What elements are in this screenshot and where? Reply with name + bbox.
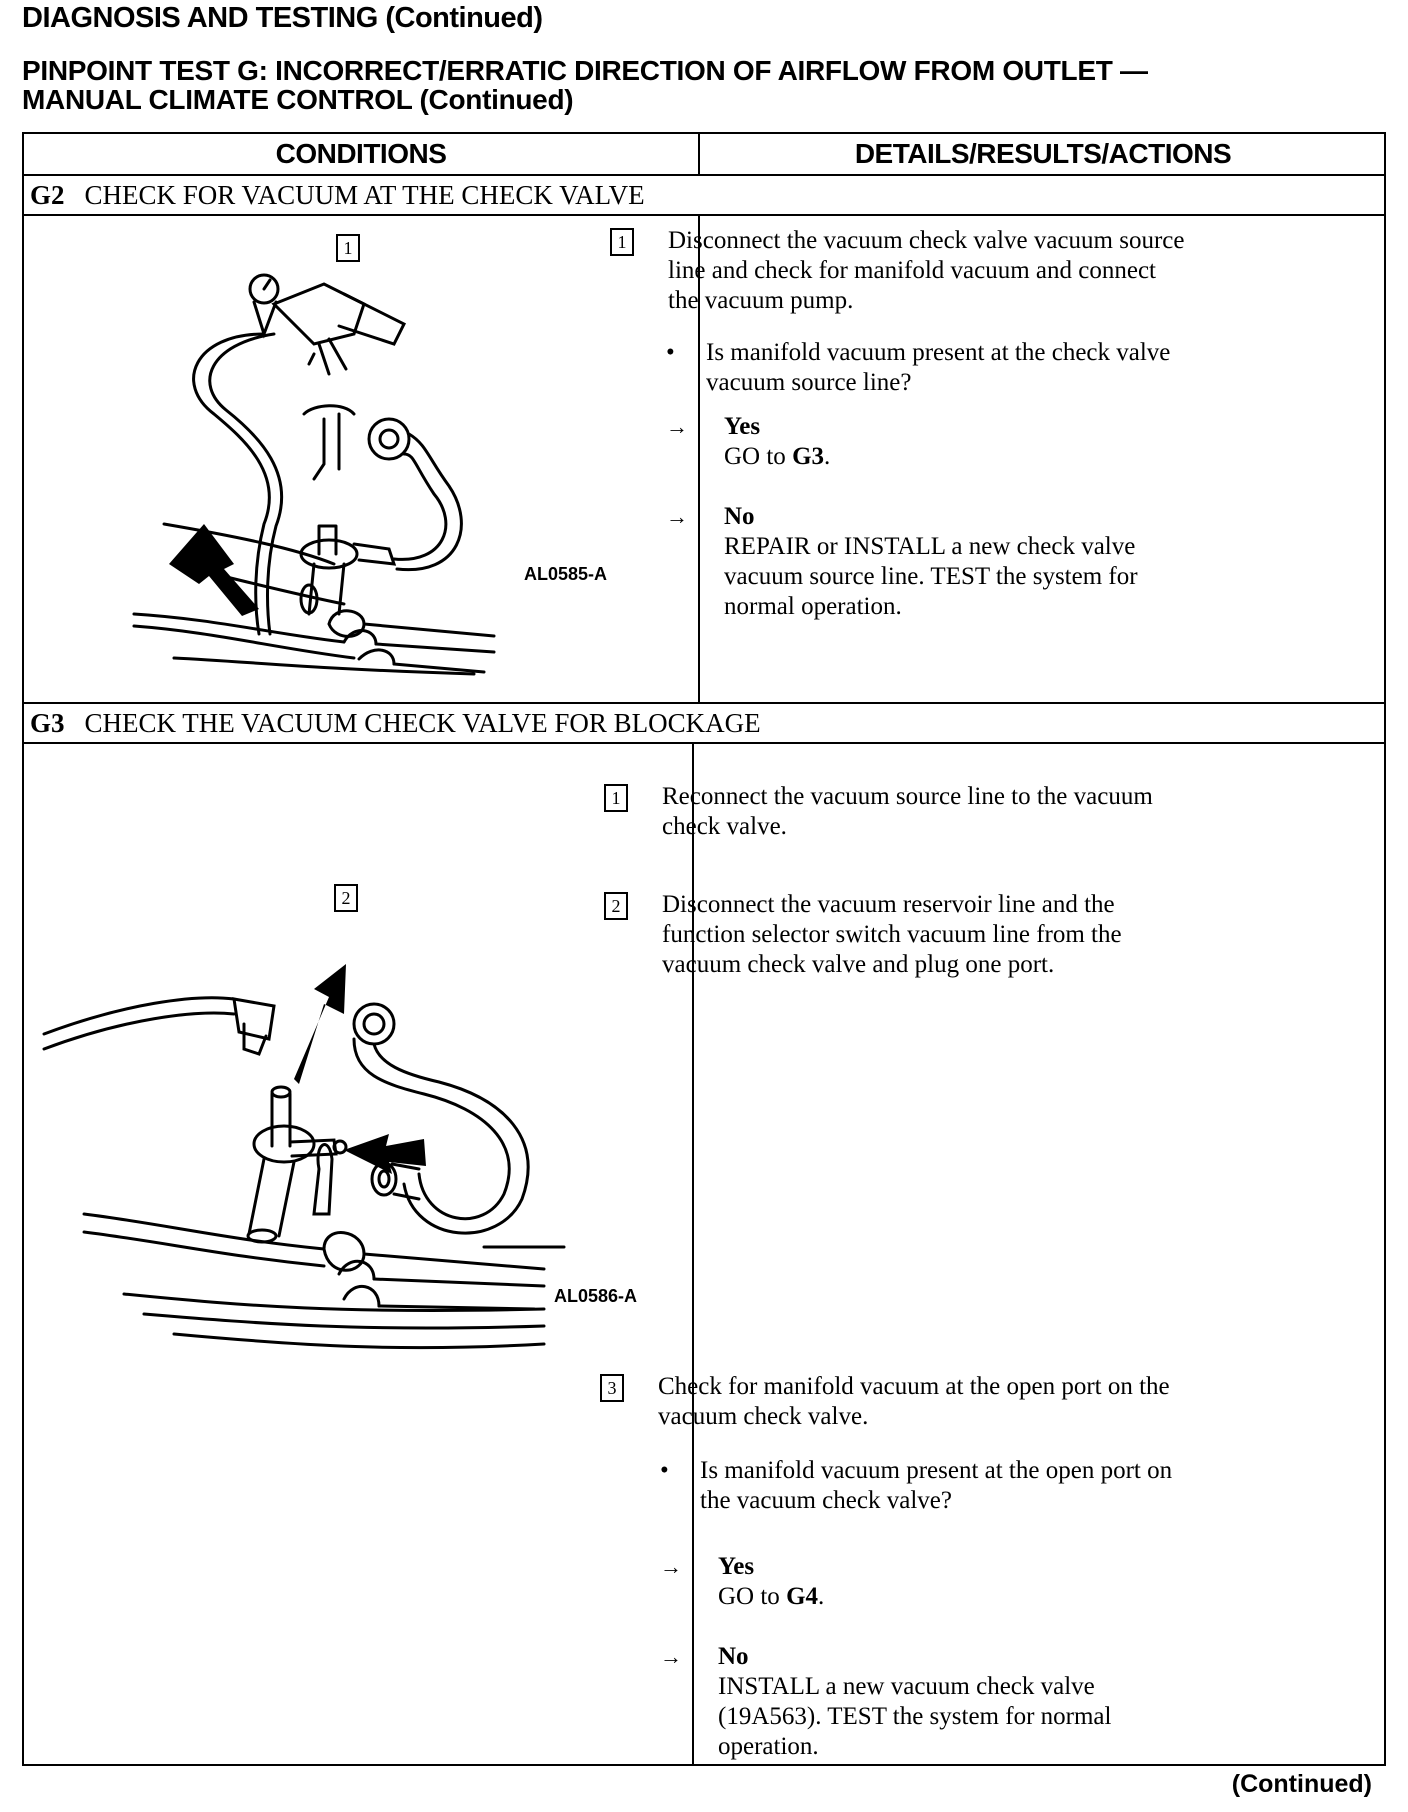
- result-label: No: [718, 1643, 749, 1670]
- result-no: [666, 502, 1366, 622]
- result-yes: [660, 1552, 1360, 1612]
- column-divider: [698, 134, 700, 174]
- result-yes: [666, 412, 1366, 472]
- step-number-box: 1: [610, 228, 634, 256]
- bullet-icon: •: [660, 1457, 669, 1484]
- result-action-line: operation.: [718, 1733, 819, 1760]
- step-title: CHECK THE VACUUM CHECK VALVE FOR BLOCKAGE: [84, 708, 761, 738]
- step-heading-g2: [30, 175, 645, 215]
- figure-callout-1: 1: [336, 234, 360, 262]
- step-heading-g3: [30, 703, 761, 743]
- question-line: Is manifold vacuum present at the open port on: [700, 1457, 1173, 1484]
- question-line: Is manifold vacuum present at the check valve: [706, 339, 1171, 366]
- figure-code: AL0586-A: [554, 1286, 638, 1306]
- arrow-right-icon: →: [666, 504, 688, 529]
- diagnosis-table: [22, 132, 1386, 1766]
- result-label: Yes: [718, 1553, 755, 1580]
- instruction-line: Check for manifold vacuum at the open port on the: [658, 1373, 1170, 1400]
- instruction-line: Reconnect the vacuum source line to the vacuum: [662, 783, 1153, 810]
- result-action-line: (19A563). TEST the system for normal: [718, 1703, 1112, 1730]
- continued-note: (Continued): [1231, 1770, 1372, 1798]
- result-action: GO to G4.: [718, 1583, 825, 1610]
- instruction-step-1: [604, 782, 1364, 842]
- question-line: the vacuum check valve?: [700, 1487, 952, 1514]
- arrow-right-icon: →: [666, 414, 688, 439]
- step-reference: G3: [792, 443, 825, 470]
- instruction-line: check valve.: [662, 813, 787, 840]
- step-number-box: 2: [604, 892, 628, 920]
- conditions-column-header: CONDITIONS: [275, 138, 447, 169]
- instruction-line: line and check for manifold vacuum and connect: [668, 257, 1157, 284]
- check-valve-illustration: [44, 914, 664, 1434]
- instruction-step-3: [600, 1372, 1370, 1432]
- result-label: No: [724, 503, 755, 530]
- instruction-line: Disconnect the vacuum reservoir line and the: [662, 891, 1115, 918]
- instruction-line: the vacuum pump.: [668, 287, 854, 314]
- instruction-line: vacuum check valve.: [658, 1403, 869, 1430]
- step-number: G3: [30, 708, 65, 738]
- arrow-pointer-icon: [294, 964, 346, 1084]
- bullet-icon: •: [666, 339, 675, 366]
- instruction-line: vacuum check valve and plug one port.: [662, 951, 1055, 978]
- page-title: DIAGNOSIS AND TESTING (Continued): [22, 2, 543, 34]
- figure-code: AL0585-A: [524, 564, 608, 584]
- arrow-right-icon: →: [660, 1554, 682, 1579]
- step-title: CHECK FOR VACUUM AT THE CHECK VALVE: [84, 180, 645, 210]
- test-title-line-1: PINPOINT TEST G: INCORRECT/ERRATIC DIRECTION OF AIRFLOW FROM OUTLET —: [22, 55, 1148, 86]
- result-action-line: normal operation.: [724, 593, 902, 620]
- instruction-step-2: [604, 890, 1364, 980]
- instruction-line: function selector switch vacuum line from the: [662, 921, 1122, 948]
- result-action-line: vacuum source line. TEST the system for: [724, 563, 1138, 590]
- result-action: GO to G3.: [724, 443, 831, 470]
- result-no: [660, 1642, 1360, 1762]
- question-line: vacuum source line?: [706, 369, 912, 396]
- details-column-header: DETAILS/RESULTS/ACTIONS: [854, 138, 1232, 169]
- result-action-line: INSTALL a new vacuum check valve: [718, 1673, 1095, 1700]
- figure-callout-2: 2: [334, 884, 358, 912]
- step-number-box: 1: [604, 784, 628, 812]
- question: [660, 1456, 1370, 1516]
- result-label: Yes: [724, 413, 761, 440]
- question: [666, 338, 1366, 398]
- result-action-line: REPAIR or INSTALL a new check valve: [724, 533, 1136, 560]
- test-title-line-2: MANUAL CLIMATE CONTROL (Continued): [22, 84, 574, 115]
- step-number: G2: [30, 180, 65, 210]
- step-reference: G4: [786, 1583, 819, 1610]
- step-number-box: 3: [600, 1374, 624, 1402]
- arrow-right-icon: →: [660, 1644, 682, 1669]
- pinpoint-test-title: [22, 56, 1322, 114]
- instruction-step-1: [610, 226, 1370, 316]
- instruction-line: Disconnect the vacuum check valve vacuum source: [668, 227, 1185, 254]
- vacuum-pump-illustration: [114, 264, 674, 684]
